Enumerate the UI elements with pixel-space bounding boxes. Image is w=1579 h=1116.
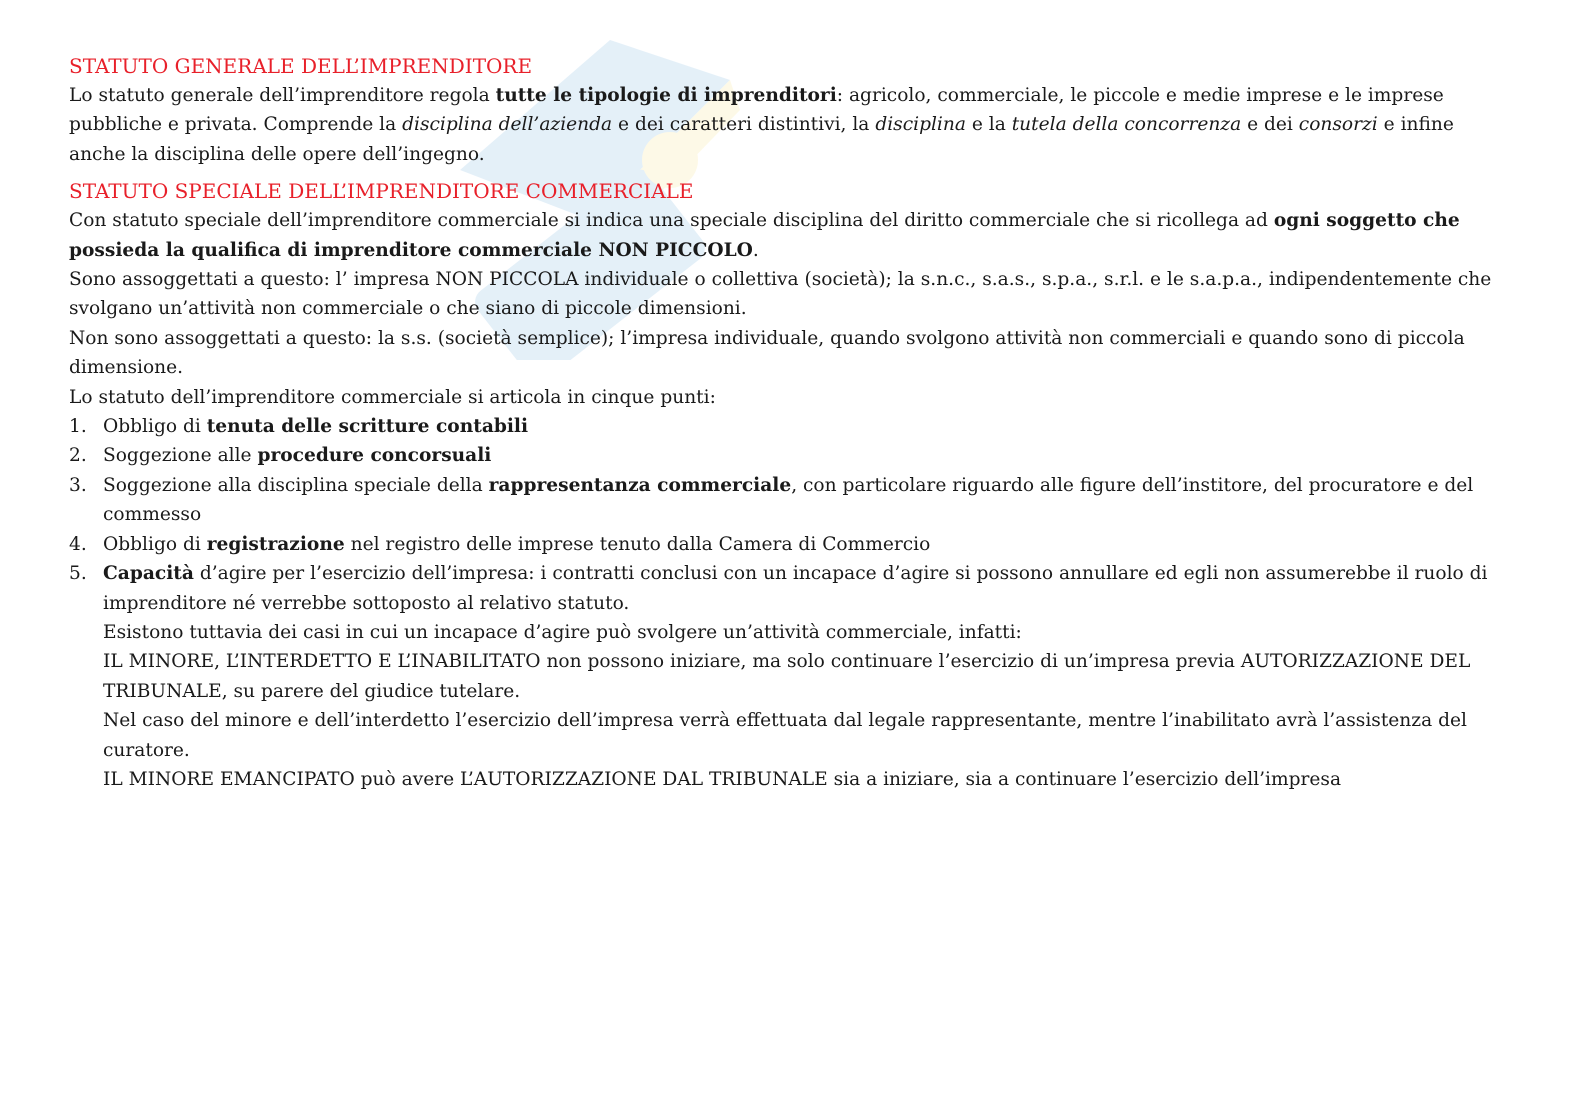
list-item: 2. Soggezione alle procedure concorsuali (69, 445, 492, 467)
paragraph-special-statute: Con statuto speciale dell’imprenditore commerciale si indica una speciale disciplina del diritto commerciale che si ricollega ad ogni soggetto che possieda la qualifica di imprenditore commerciale NON PICCOLO. (69, 210, 1460, 261)
paragraph-general-statute: Lo statuto generale dell’imprenditore regola tutte le tipologie di imprenditori: agricolo, commerciale, le piccole e medie imprese e le imprese pubbliche e privata. Comprende la disciplina dell’azienda e dei caratteri distintivi, la disciplina e la tutela della concorrenza e dei consorzi e infine anche la disciplina delle opere dell’ingegno. (69, 85, 1454, 165)
item5-minor-interdicted: IL MINORE, L’INTERDETTO E L’INABILITATO non possono iniziare, ma solo continuare l’esercizio di un’impresa previa AUTORIZZAZIONE DEL TRIBUNALE, su parere del giudice tutelare. (103, 651, 1471, 702)
paragraph-subject-to: Sono assoggettati a questo: l’ impresa NON PICCOLA individuale o collettiva (società); la s.n.c., s.a.s., s.p.a., s.r.l. e le s.a.p.a., indipendentemente che svolgano un’attività non commerciale o che siano di piccole dimensioni. (69, 269, 1492, 320)
item5-emancipated-minor: IL MINORE EMANCIPATO può avere L’AUTORIZZAZIONE DAL TRIBUNALE sia a iniziare, sia a continuare l’esercizio dell’impresa (103, 768, 1342, 790)
section-heading-special: STATUTO SPECIALE DELL’IMPRENDITORE COMMERCIALE (69, 179, 694, 204)
list-item: 3. Soggezione alla disciplina speciale della rappresentanza commerciale, con particolare riguardo alle figure dell’institore, del procuratore e del commesso (69, 474, 1474, 526)
five-points-list (69, 412, 1509, 794)
list-item: 5. Capacità d’agire per l’esercizio dell’impresa: i contratti conclusi con un incapace d’agire si possono annullare ed egli non assumerebbe il ruolo di imprenditore né verrebbe sottoposto al relativo statuto. Esistono tuttavia dei casi in cui un incapace d’agire può svolgere un’attività commerciale, infatti: IL MINORE, L’INTERDETTO E L’INABILITATO non possono iniziare, ma solo continuare l’esercizio di un’impresa previa AUTORIZZAZIONE DEL TRIBUNALE, su parere del giudice tutelare. Nel caso del minore e dell’interdetto l’esercizio dell’impresa verrà effettuata dal legale rappresentante, mentre l’inabilitato avrà l’assistenza del curatore. IL MINORE EMANCIPATO può avere L’AUTORIZZAZIONE DAL TRIBUNALE sia a iniziare, sia a continuare l’esercizio dell’impresa (69, 559, 1509, 794)
item5-exceptions-intro: Esistono tuttavia dei casi in cui un incapace d’agire può svolgere un’attività commerciale, infatti: (103, 621, 1022, 643)
document-page (69, 52, 1509, 794)
section-heading-general: STATUTO GENERALE DELL’IMPRENDITORE (69, 54, 533, 78)
item5-legal-representative: Nel caso del minore e dell’interdetto l’esercizio dell’impresa verrà effettuata dal legale rappresentante, mentre l’inabilitato avrà l’assistenza del curatore. (103, 710, 1467, 761)
list-item: 4. Obbligo di registrazione nel registro delle imprese tenuto dalla Camera di Commercio (69, 533, 931, 555)
paragraph-five-points-intro: Lo statuto dell’imprenditore commerciale si articola in cinque punti: (69, 386, 716, 408)
paragraph-not-subject-to: Non sono assoggettati a questo: la s.s. (società semplice); l’impresa individuale, quando svolgono attività non commerciali e quando sono di piccola dimensione. (69, 327, 1465, 379)
list-item: 1. Obbligo di tenuta delle scritture contabili (69, 416, 529, 438)
